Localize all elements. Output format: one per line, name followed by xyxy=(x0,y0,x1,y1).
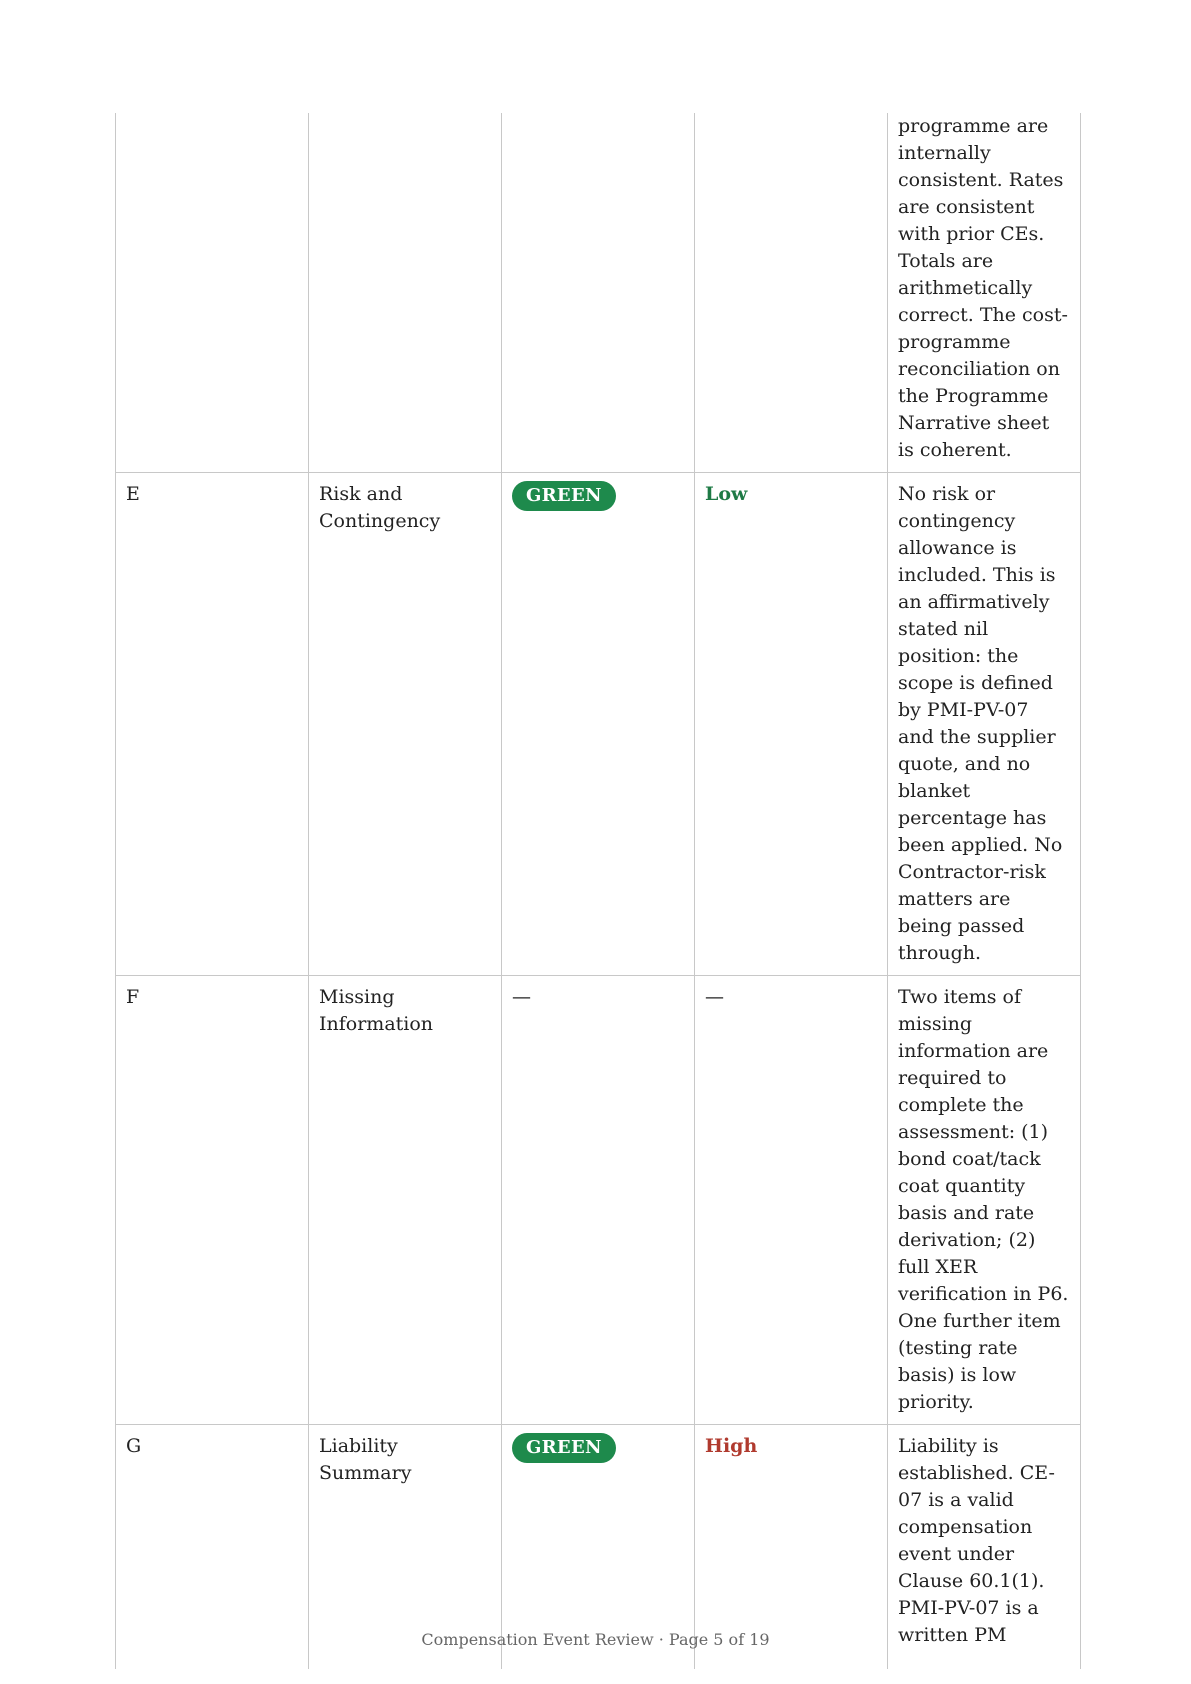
ref-cell xyxy=(116,473,309,976)
rag-status-dash: — xyxy=(512,986,531,1008)
section-title: Risk and Contingency xyxy=(319,483,441,532)
rag-cell xyxy=(502,473,695,976)
section-title: Liability Summary xyxy=(319,1435,412,1484)
row-ref: F xyxy=(126,986,140,1008)
table-row-f xyxy=(116,976,1081,1425)
review-table xyxy=(115,113,1081,1669)
rag-cell xyxy=(502,113,695,473)
rag-cell xyxy=(502,976,695,1425)
footer-text: Compensation Event Review · Page 5 of 19 xyxy=(421,1630,770,1649)
commentary-text: programme are internally consistent. Rates are consistent with prior CEs. Totals are arithmetically correct. The cost-programme reconciliation on the Programme Narrative sheet is coherent. xyxy=(898,115,1068,461)
table-row-e xyxy=(116,473,1081,976)
commentary-text: No risk or contingency allowance is included. This is an affirmatively stated nil position: the scope is defined by PMI-PV-07 and the supplier quote, and no blanket percentage has been applied. No Contractor-risk matters are being passed through. xyxy=(898,483,1063,964)
ref-cell xyxy=(116,113,309,473)
confidence-rating: High xyxy=(705,1435,758,1457)
confidence-dash: — xyxy=(705,986,724,1008)
ref-cell xyxy=(116,976,309,1425)
commentary-text: Liability is established. CE-07 is a valid compensation event under Clause 60.1(1). PMI-PV-07 is a written PM xyxy=(898,1435,1055,1646)
row-ref: E xyxy=(126,483,140,505)
commentary-text: Two items of missing information are required to complete the assessment: (1) bond coat/tack coat quantity basis and rate derivation; (2) full XER verification in P6. One further item (testing rate basis) is low priority. xyxy=(898,986,1069,1413)
commentary-cell xyxy=(888,473,1081,976)
section-cell xyxy=(309,113,502,473)
page-footer xyxy=(0,1630,1191,1649)
confidence-rating: Low xyxy=(705,483,748,505)
commentary-cell xyxy=(888,976,1081,1425)
section-cell xyxy=(309,976,502,1425)
rag-status-badge: GREEN xyxy=(512,1433,616,1463)
section-cell xyxy=(309,473,502,976)
confidence-cell xyxy=(695,976,888,1425)
rag-status-badge: GREEN xyxy=(512,481,616,511)
row-ref: G xyxy=(126,1435,142,1457)
section-title: Missing Information xyxy=(319,986,434,1035)
commentary-cell xyxy=(888,113,1081,473)
table-row-continued xyxy=(116,113,1081,473)
confidence-cell xyxy=(695,113,888,473)
confidence-cell xyxy=(695,473,888,976)
